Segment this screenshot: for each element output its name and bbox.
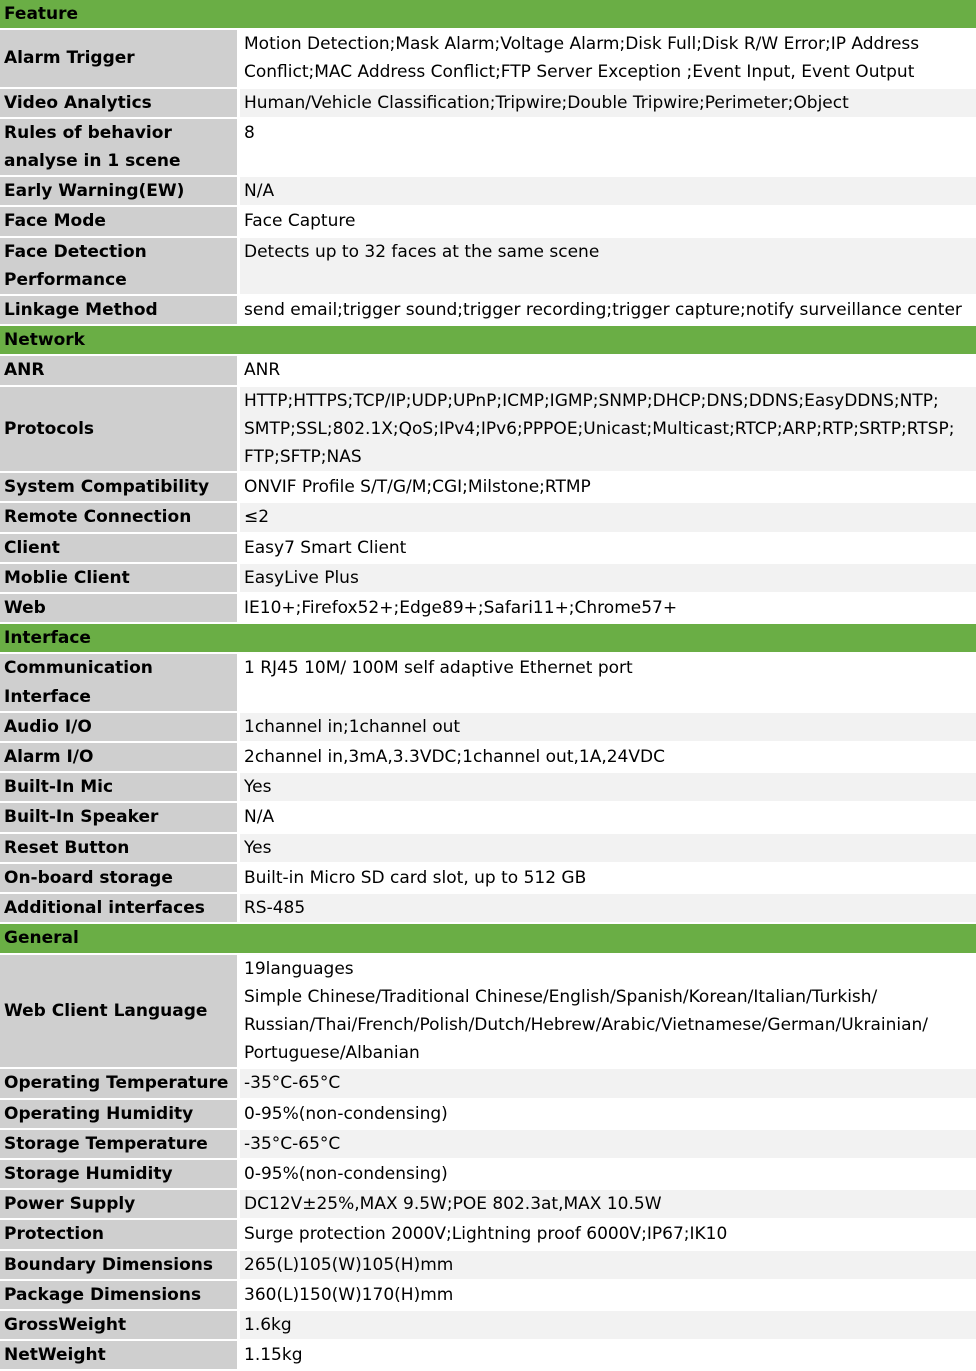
spec-label: Web — [0, 594, 240, 622]
spec-row — [0, 119, 976, 177]
section-header — [0, 0, 976, 30]
spec-value-line: Human/Vehicle Classification;Tripwire;Double Tripwire;Perimeter;Object — [244, 92, 849, 113]
spec-row — [0, 564, 976, 594]
spec-value — [240, 1311, 976, 1339]
spec-row — [0, 773, 976, 803]
spec-value — [240, 238, 976, 294]
spec-value-line: -35°C-65°C — [244, 1073, 341, 1094]
spec-label: System Compatibility — [0, 473, 240, 501]
spec-row — [0, 1100, 976, 1130]
spec-value — [240, 207, 976, 235]
spec-value-line: HTTP;HTTPS;TCP/IP;UDP;UPnP;ICMP;IGMP;SNMP;DHCP;DNS;DDNS;EasyDDNS;NTP; — [244, 390, 939, 411]
spec-row — [0, 803, 976, 833]
spec-value-line: RS-485 — [244, 898, 306, 919]
spec-value-line: 19languages — [244, 958, 354, 979]
spec-value-line: Portuguese/Albanian — [244, 1043, 420, 1064]
spec-value-line: ≤2 — [244, 507, 270, 528]
spec-label: Audio I/O — [0, 713, 240, 741]
spec-label: NetWeight — [0, 1341, 240, 1369]
spec-value-line: ANR — [244, 360, 281, 381]
spec-label: Built-In Speaker — [0, 803, 240, 831]
section-header — [0, 624, 976, 654]
spec-row — [0, 1190, 976, 1220]
spec-value-line: ONVIF Profile S/T/G/M;CGI;Milstone;RTMP — [244, 477, 591, 498]
spec-label: Alarm I/O — [0, 743, 240, 771]
spec-label: Power Supply — [0, 1190, 240, 1218]
spec-value-line: -35°C-65°C — [244, 1133, 341, 1154]
spec-label: Operating Humidity — [0, 1100, 240, 1128]
spec-label: Rules of behavior analyse in 1 scene — [0, 119, 240, 175]
spec-value-line: Motion Detection;Mask Alarm;Voltage Alarm;Disk Full;Disk R/W Error;IP Address — [244, 34, 920, 55]
spec-row — [0, 1220, 976, 1250]
spec-label: GrossWeight — [0, 1311, 240, 1339]
spec-value-line: 1channel in;1channel out — [244, 716, 461, 737]
spec-row — [0, 654, 976, 712]
spec-value-line: 2channel in,3mA,3.3VDC;1channel out,1A,24VDC — [244, 747, 665, 768]
spec-row — [0, 296, 976, 326]
spec-value-line: N/A — [244, 181, 275, 202]
spec-value — [240, 387, 976, 472]
spec-value-line: 265(L)105(W)105(H)mm — [244, 1254, 454, 1275]
spec-value — [240, 296, 976, 324]
spec-value — [240, 773, 976, 801]
spec-value-line: Easy7 Smart Client — [244, 537, 407, 558]
spec-value — [240, 1100, 976, 1128]
spec-label: Communication Interface — [0, 654, 240, 710]
section-title: General — [4, 928, 79, 949]
spec-row — [0, 834, 976, 864]
spec-value — [240, 594, 976, 622]
spec-row — [0, 1251, 976, 1281]
spec-row — [0, 473, 976, 503]
spec-value — [240, 534, 976, 562]
spec-row — [0, 207, 976, 237]
spec-value-line: 8 — [244, 122, 255, 143]
section-title: Network — [4, 330, 85, 351]
spec-row — [0, 1341, 976, 1371]
spec-row — [0, 503, 976, 533]
spec-value — [240, 803, 976, 831]
spec-value-line: Face Capture — [244, 211, 356, 232]
spec-row — [0, 864, 976, 894]
spec-value — [240, 1281, 976, 1309]
spec-label: Boundary Dimensions — [0, 1251, 240, 1279]
spec-value — [240, 1251, 976, 1279]
spec-value — [240, 713, 976, 741]
spec-value — [240, 356, 976, 384]
spec-value — [240, 1220, 976, 1248]
spec-label: Web Client Language — [0, 955, 240, 1068]
spec-label: Protocols — [0, 387, 240, 472]
spec-label: Face Mode — [0, 207, 240, 235]
spec-row — [0, 713, 976, 743]
spec-value-line: 1.6kg — [244, 1314, 292, 1335]
spec-label: Alarm Trigger — [0, 30, 240, 86]
spec-value-line: 1.15kg — [244, 1345, 303, 1366]
spec-label: On-board storage — [0, 864, 240, 892]
spec-value-line: 0-95%(non-condensing) — [244, 1103, 448, 1124]
section-title: Feature — [4, 4, 79, 24]
spec-row — [0, 238, 976, 296]
spec-value-line: IE10+;Firefox52+;Edge89+;Safari11+;Chrome57+ — [244, 598, 678, 619]
spec-value-line: Detects up to 32 faces at the same scene — [244, 241, 600, 262]
spec-label: ANR — [0, 356, 240, 384]
spec-value — [240, 894, 976, 922]
spec-value — [240, 119, 976, 175]
spec-value — [240, 743, 976, 771]
spec-value — [240, 30, 976, 86]
spec-row — [0, 594, 976, 624]
spec-value — [240, 1160, 976, 1188]
spec-value-line: Surge protection 2000V;Lightning proof 6000V;IP67;IK10 — [244, 1224, 728, 1245]
spec-value — [240, 564, 976, 592]
spec-value-line: 1 RJ45 10M/ 100M self adaptive Ethernet port — [244, 658, 633, 679]
spec-label: Protection — [0, 1220, 240, 1248]
spec-row — [0, 1160, 976, 1190]
spec-row — [0, 955, 976, 1070]
spec-label: Storage Temperature — [0, 1130, 240, 1158]
spec-row — [0, 89, 976, 119]
spec-row — [0, 387, 976, 474]
spec-label: Video Analytics — [0, 89, 240, 117]
spec-value — [240, 177, 976, 205]
spec-label: Package Dimensions — [0, 1281, 240, 1309]
spec-row — [0, 356, 976, 386]
spec-row — [0, 30, 976, 88]
spec-value-line: FTP;SFTP;NAS — [244, 447, 362, 468]
spec-value-line: Yes — [244, 777, 272, 798]
spec-value — [240, 503, 976, 531]
spec-value-line: Built-in Micro SD card slot, up to 512 GB — [244, 867, 587, 888]
spec-label: Built-In Mic — [0, 773, 240, 801]
spec-row — [0, 534, 976, 564]
spec-label: Remote Connection — [0, 503, 240, 531]
spec-row — [0, 743, 976, 773]
spec-value-line: 360(L)150(W)170(H)mm — [244, 1284, 454, 1305]
spec-value-line: Russian/Thai/French/Polish/Dutch/Hebrew/Arabic/Vietnamese/German/Ukrainian/ — [244, 1014, 929, 1035]
spec-value-line: N/A — [244, 807, 275, 828]
spec-value-line: Simple Chinese/Traditional Chinese/English/Spanish/Korean/Italian/Turkish/ — [244, 986, 878, 1007]
spec-value — [240, 89, 976, 117]
spec-value — [240, 1130, 976, 1158]
spec-label: Reset Button — [0, 834, 240, 862]
spec-label: Linkage Method — [0, 296, 240, 324]
spec-label: Face Detection Performance — [0, 238, 240, 294]
spec-row — [0, 1130, 976, 1160]
spec-label: Storage Humidity — [0, 1160, 240, 1188]
spec-value — [240, 1190, 976, 1218]
spec-label: Early Warning(EW) — [0, 177, 240, 205]
spec-value-line: 0-95%(non-condensing) — [244, 1163, 448, 1184]
section-title: Interface — [4, 628, 91, 649]
spec-value-line: send email;trigger sound;trigger recording;trigger capture;notify surveillance center — [244, 300, 962, 321]
section-header — [0, 924, 976, 954]
spec-label: Moblie Client — [0, 564, 240, 592]
spec-row — [0, 894, 976, 924]
spec-value — [240, 834, 976, 862]
spec-value-line: Yes — [244, 837, 272, 858]
spec-value — [240, 1341, 976, 1369]
spec-label: Additional interfaces — [0, 894, 240, 922]
spec-value-line: SMTP;SSL;802.1X;QoS;IPv4;IPv6;PPPOE;Unicast;Multicast;RTCP;ARP;RTP;SRTP;RTSP; — [244, 418, 955, 439]
spec-row — [0, 1281, 976, 1311]
spec-row — [0, 1069, 976, 1099]
spec-label: Client — [0, 534, 240, 562]
spec-row — [0, 177, 976, 207]
spec-label: Operating Temperature — [0, 1069, 240, 1097]
spec-value-line: EasyLive Plus — [244, 567, 359, 588]
spec-value — [240, 955, 976, 1068]
section-header — [0, 326, 976, 356]
spec-value — [240, 654, 976, 710]
spec-value — [240, 473, 976, 501]
spec-value-line: DC12V±25%,MAX 9.5W;POE 802.3at,MAX 10.5W — [244, 1194, 662, 1215]
spec-row — [0, 1311, 976, 1341]
spec-value — [240, 1069, 976, 1097]
spec-value-line: Conflict;MAC Address Conflict;FTP Server Exception ;Event Input, Event Output — [244, 62, 915, 83]
spec-value — [240, 864, 976, 892]
